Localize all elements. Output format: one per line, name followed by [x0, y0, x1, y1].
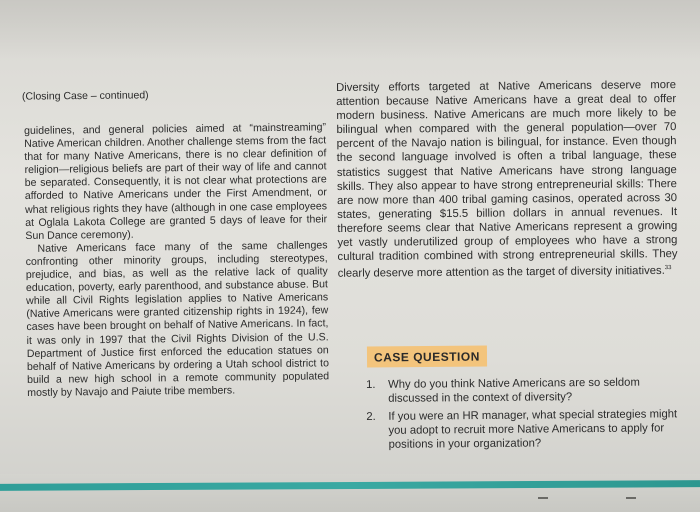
- page-footer-band: [0, 474, 700, 512]
- case-question-heading: CASE QUESTION: [367, 345, 487, 367]
- question-text: If you were an HR manager, what special strategies might you adopt to recruit more Native Americans to apply for positions in your organization?: [388, 408, 678, 452]
- question-text: Why do you think Native Americans are so seldom discussed in the context of diversity?: [388, 376, 640, 405]
- case-continued-label: (Closing Case – continued): [21, 89, 149, 103]
- case-question-item: [366, 407, 686, 452]
- footer-mark: [538, 497, 548, 507]
- right-paragraph-1-text: Diversity efforts targeted at Native Americans deserve more attention because Native Americans have a great deal to offer modern business. Native Americans are much more likely to be bilingual when compared with the general population—over 70 percent of the Navajo nation is bilingual, for instance. Even though the second language involved is often a tribal language, these statistics suggest that Native Americans have strong language skills. They also appear to have strong entrepreneurial skills: There are now more than 400 tribal gaming casinos, operated across 30 states, generating $15.5 billion dollars in annual revenues. It therefore seems clear that Native Americans represent a growing yet vastly underutilized group of employees who have a strong cultural tradition combined with strong entrepreneurial skills. They clearly deserve more attention as the target of diversity initiatives.: [336, 79, 678, 280]
- case-question-list: [366, 375, 687, 456]
- left-text-column: [24, 121, 329, 400]
- right-paragraph-1: [336, 78, 678, 281]
- page-shadow: [0, 0, 700, 60]
- case-question-item: [366, 375, 686, 406]
- footnote-ref: 33: [664, 265, 672, 272]
- question-number: 1.: [366, 378, 376, 391]
- footer-mark: [626, 497, 636, 507]
- right-text-column: [336, 78, 678, 281]
- left-paragraph-1: guidelines, and general policies aimed at “mainstreaming” Native American children. Another challenge stems from the fact that for many Native Americans, there is no clear definition of religion—religious beliefs are part of their way of life and cannot be separated. Consequently, it is not clear what protections are afforded to Native Americans under the First Amendment, or what religious rights they have (although in one case employees at Oglala Lakota College are granted 5 days of leave for their Sun Dance ceremony).: [24, 121, 328, 242]
- left-paragraph-2: Native Americans face many of the same challenges confronting other minority groups, including stereotypes, prejudice, and bias, as well as the relative lack of quality education, poverty, early parenthood, and substance abuse. But while all Civil Rights legislation applies to Native Americans (Native Americans were granted citizenship rights in 1924), few cases have been brought on behalf of Native Americans. In fact, it was only in 1997 that the Civil Rights Division of the U.S. Department of Justice first enforced the education statues on behalf of Native Americans by ordering a Utah school district to build a new high school in a remote community populated mostly by Navajo and Paiute tribe members.: [25, 239, 330, 399]
- question-number: 2.: [366, 411, 376, 424]
